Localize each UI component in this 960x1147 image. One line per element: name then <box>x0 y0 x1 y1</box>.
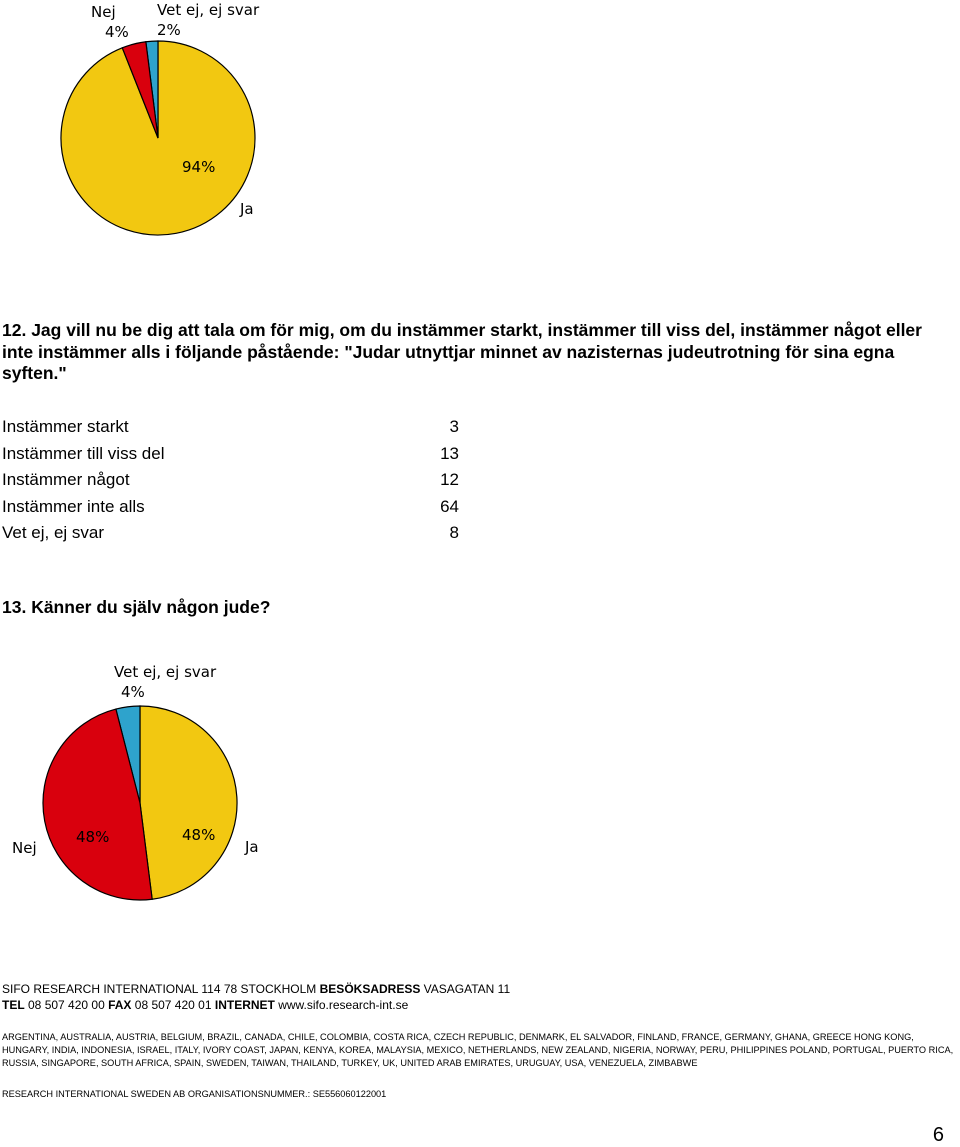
slice-label-vet-ej: Vet ej, ej svar <box>114 663 217 681</box>
slice-value-ja: 48% <box>182 826 216 844</box>
answer-value: 8 <box>449 523 459 543</box>
footer-countries: ARGENTINA, AUSTRALIA, AUSTRIA, BELGIUM, BRAZIL, CANADA, CHILE, COLOMBIA, COSTA RICA, CZECH REPUBLIC, DENMARK, EL SALVADOR, FINLAND, FRANCE, GERMANY, GHANA, GREECE HONG KONG, HUNGARY, INDIA, INDONESIA, ISRAEL, ITALY, IVORY COAST, JAPAN, KENYA, KOREA, MALAYSIA, MEXICO, NETHERLANDS, NEW ZEALAND, NIGERIA, NORWAY, PERU, PHILIPPINES POLAND, PORTUGAL, PUERTO RICA, RUSSIA, SINGAPORE, SOUTH AFRICA, SPAIN, SWEDEN, TAIWAN, THAILAND, TURKEY, UK, UNITED ARAB EMIRATES, URUGUAY, USA, VENEZUELA, ZIMBABWE <box>2 1032 954 1068</box>
slice-value-ja: 94% <box>182 158 216 176</box>
footer-tel-value: 08 507 420 00 <box>24 998 109 1012</box>
table-row <box>2 494 459 521</box>
footer-fax-value: 08 507 420 01 <box>131 998 215 1012</box>
pie-chart-1 <box>0 0 320 250</box>
question-12-text: 12. Jag vill nu be dig att tala om för mig, om du instämmer starkt, instämmer till viss del, instämmer något eller inte instämmer alls i följande påstående: "Judar utnyttjar minnet av nazisternas judeutrotning för sina egna syften." <box>2 320 922 383</box>
table-row <box>2 520 459 547</box>
footer-visit-label: BESÖKSADRESS <box>319 982 421 996</box>
slice-label-vet-ej: Vet ej, ej svar <box>157 1 260 19</box>
footer-visit-address: VASAGATAN 11 <box>420 982 511 996</box>
footer-org-number: RESEARCH INTERNATIONAL SWEDEN AB ORGANISATIONSNUMMER.: SE556060122001 <box>2 1089 387 1099</box>
slice-label-nej: Nej <box>12 839 37 857</box>
footer-fax-label: FAX <box>108 998 132 1012</box>
page-number: 6 <box>932 1124 944 1146</box>
question-13-text: 13. Känner du själv någon jude? <box>2 597 271 617</box>
slice-label-ja: Ja <box>240 200 254 218</box>
slice-label-nej: Nej <box>91 3 116 21</box>
footer-address <box>2 981 510 997</box>
slice-value-vet-ej: 2% <box>157 21 181 39</box>
table-row <box>2 414 459 441</box>
answer-value: 13 <box>440 443 459 463</box>
slice-value-vet-ej: 4% <box>121 683 145 701</box>
answer-label: Instämmer till viss del <box>2 443 165 463</box>
footer-tel-label: TEL <box>2 998 25 1012</box>
answer-label: Instämmer starkt <box>2 417 129 437</box>
pie-slice-ja <box>140 706 237 899</box>
footer-company: SIFO RESEARCH INTERNATIONAL 114 78 STOCKHOLM <box>2 982 320 996</box>
answer-label: Instämmer inte alls <box>2 496 145 516</box>
answer-label: Instämmer något <box>2 470 130 490</box>
answer-table-q12 <box>2 414 459 547</box>
pie-chart-2 <box>0 655 300 910</box>
slice-value-nej: 4% <box>105 23 129 41</box>
table-row <box>2 467 459 494</box>
slice-label-ja: Ja <box>245 838 259 856</box>
answer-label: Vet ej, ej svar <box>2 523 105 543</box>
answer-value: 64 <box>440 496 459 516</box>
table-row <box>2 441 459 468</box>
footer-internet-label: INTERNET <box>214 998 275 1012</box>
footer-contact <box>2 997 408 1013</box>
footer-internet-value: www.sifo.research-int.se <box>274 998 409 1012</box>
answer-value: 3 <box>449 417 459 437</box>
answer-value: 12 <box>440 470 459 490</box>
slice-value-nej: 48% <box>76 828 110 846</box>
